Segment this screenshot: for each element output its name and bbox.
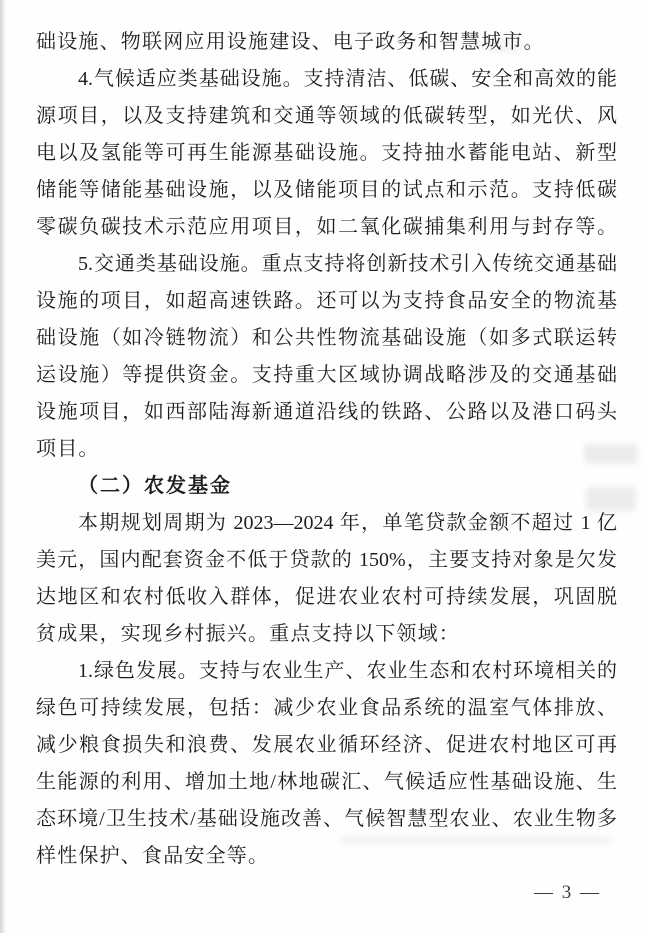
- text-line: 态环境/卫生技术/基础设施改善、气候智慧型农业、农业生物多: [36, 808, 617, 830]
- text-line: 生能源的利用、增加土地/林地碳汇、气候适应性基础设施、生: [36, 771, 617, 793]
- text-line: 1.绿色发展。支持与农业生产、农业生态和农村环境相关的: [78, 660, 617, 682]
- text-line: 4.气候适应类基础设施。支持清洁、低碳、安全和高效的能: [78, 68, 617, 90]
- text-line: 零碳负碳技术示范应用项目，如二氧化碳捕集利用与封存等。: [36, 216, 617, 238]
- text-line: 美元，国内配套资金不低于贷款的 150%，主要支持对象是欠发: [36, 549, 617, 571]
- text-line: 设施项目，如西部陆海新通道沿线的铁路、公路以及港口码头: [36, 401, 617, 423]
- text-line: 运设施）等提供资金。支持重大区域协调战略涉及的交通基础: [36, 364, 617, 386]
- paragraph-item4-climate-infrastructure: [36, 61, 617, 246]
- text-line: 贫成果，实现乡村振兴。重点支持以下领域：: [36, 623, 460, 645]
- text-line: 达地区和农村低收入群体，促进农业农村可持续发展，巩固脱: [36, 586, 617, 608]
- text-line: 减少粮食损失和浪费、发展农业循环经济、促进农村地区可再: [36, 734, 617, 756]
- text-line: 5.交通类基础设施。重点支持将创新技术引入传统交通基础: [78, 253, 617, 275]
- document-body: [36, 24, 617, 875]
- text-line: 储能等储能基础设施，以及储能项目的试点和示范。支持低碳: [36, 179, 617, 201]
- text-line: 础设施（如冷链物流）和公共性物流基础设施（如多式联运转: [36, 327, 617, 349]
- text-line: 样性保护、食品安全等。: [36, 845, 270, 867]
- text-line: 绿色可持续发展，包括：减少农业食品系统的温室气体排放、: [36, 697, 617, 719]
- text-line: 源项目，以及支持建筑和交通等领域的低碳转型，如光伏、风: [36, 105, 617, 127]
- scan-edge-shadow: [0, 0, 6, 933]
- text-line: （二）农发基金: [78, 475, 232, 497]
- text-line: 本期规划周期为 2023—2024 年，单笔贷款金额不超过 1 亿: [78, 512, 617, 534]
- text-line: 设施的项目，如超高速铁路。还可以为支持食品安全的物流基: [36, 290, 617, 312]
- text-line: 础设施、物联网应用设施建设、电子政务和智慧城市。: [36, 31, 545, 53]
- page-number: — 3 —: [534, 882, 601, 903]
- paragraph-item1-green-development: [36, 653, 617, 875]
- paragraph-nongfa-intro: [36, 505, 617, 653]
- text-line: 项目。: [36, 438, 100, 460]
- text-line: 电以及氢能等可再生能源基础设施。支持抽水蓄能电站、新型: [36, 142, 617, 164]
- paragraph-continuation: [36, 24, 617, 61]
- heading-nongfa-fund: [36, 468, 617, 505]
- paragraph-item5-transport-infrastructure: [36, 246, 617, 468]
